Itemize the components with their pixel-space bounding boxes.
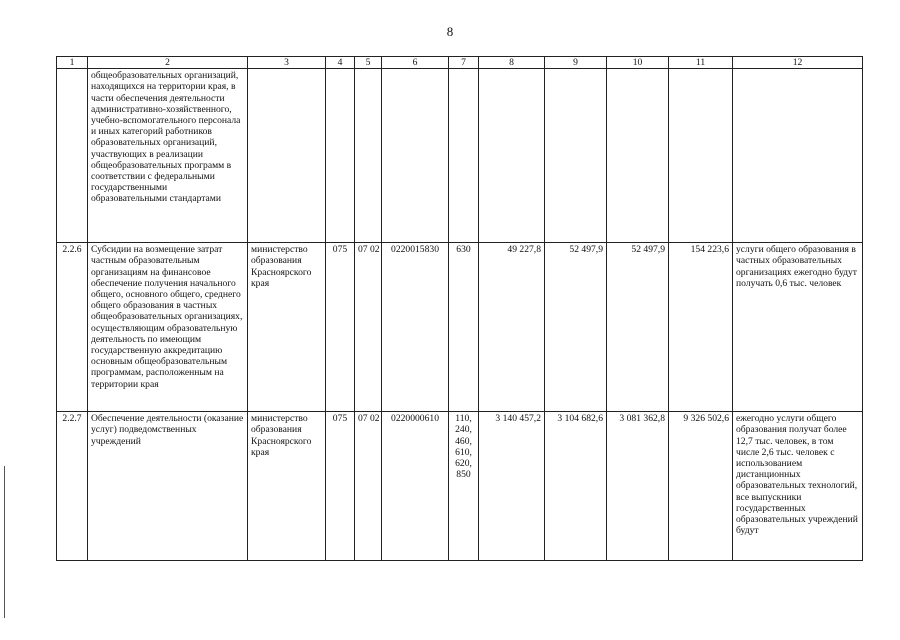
code-expense-type <box>449 243 479 412</box>
row-number: 2.2.6 <box>57 243 88 412</box>
value-col10: 3 081 362,8 <box>607 412 669 561</box>
table-row-continuation <box>57 69 863 243</box>
value-col8: 3 140 457,2 <box>479 412 545 561</box>
table-row <box>57 243 863 412</box>
grbs-name: министерство образования Красноярского края <box>248 412 326 561</box>
expense-code: 240, <box>455 424 472 436</box>
row-number: 2.2.7 <box>57 412 88 561</box>
value-col8: 49 227,8 <box>479 243 545 412</box>
value-col11: 9 326 502,6 <box>669 412 733 561</box>
page-number: 8 <box>446 24 454 39</box>
column-header: 10 <box>607 57 669 69</box>
program-table <box>56 56 863 561</box>
code-target <box>382 69 449 243</box>
column-header: 8 <box>479 57 545 69</box>
code-grbs <box>326 69 355 243</box>
header-row <box>57 57 863 69</box>
column-header: 2 <box>88 57 248 69</box>
code-expense-type <box>449 412 479 561</box>
column-header: 9 <box>545 57 607 69</box>
value-col9: 3 104 682,6 <box>545 412 607 561</box>
column-header: 6 <box>382 57 449 69</box>
column-header: 5 <box>355 57 382 69</box>
grbs-name <box>248 69 326 243</box>
table-row <box>57 412 863 561</box>
expected-result: услуги общего образования в частных образовательных организациях ежегодно будут получать 0,6 тыс. человек <box>733 243 863 412</box>
value-col9: 52 497,9 <box>545 243 607 412</box>
value-col10: 52 497,9 <box>607 243 669 412</box>
code-target: 0220015830 <box>382 243 449 412</box>
expense-code: 110, <box>455 413 472 425</box>
code-grbs: 075 <box>326 412 355 561</box>
code-target: 0220000610 <box>382 412 449 561</box>
expected-result <box>733 69 863 243</box>
column-header: 12 <box>733 57 863 69</box>
column-header: 7 <box>449 57 479 69</box>
row-number <box>57 69 88 243</box>
code-section: 07 02 <box>355 243 382 412</box>
grbs-name: министерство образования Красноярского края <box>248 243 326 412</box>
value-col11: 154 223,6 <box>669 243 733 412</box>
column-header: 1 <box>57 57 88 69</box>
measure-name: общеобразовательных организаций, находящихся на территории края, в части обеспечения деятельности административно-хозяйственного, учебно-вспомогательного персонала и иных категорий работников образовательных организаций, участвующих в реализации общеобразовательных программ в соответствии с федеральными государственными образовательными стандартами <box>88 69 248 243</box>
code-section <box>355 69 382 243</box>
column-header: 4 <box>326 57 355 69</box>
code-section: 07 02 <box>355 412 382 561</box>
expense-code: 460, <box>455 435 472 447</box>
column-header: 3 <box>248 57 326 69</box>
scan-artifact-line <box>4 466 5 618</box>
measure-name: Субсидии на возмещение затрат частным образовательным организациям на финансовое обеспечение получения начального общего, основного общего, среднего общего образования в частных общеобразовательных организациях, осуществляющим образовательную деятельность по имеющим государственную аккредитацию основным общеобразовательным программам, расположенным на территории края <box>88 243 248 412</box>
measure-name: Обеспечение деятельности (оказание услуг) подведомственных учреждений <box>88 412 248 561</box>
expected-result: ежегодно услуги общего образования получат более 12,7 тыс. человек, в том числе 2,6 тыс. человек с использованием дистанционных образовательных технологий, все выпускники государственных образовательных учреждений будут <box>733 412 863 561</box>
column-header: 11 <box>669 57 733 69</box>
expense-code: 610, <box>455 446 472 458</box>
expense-code: 850 <box>456 469 471 481</box>
value-col8 <box>479 69 545 243</box>
value-col9 <box>545 69 607 243</box>
expense-code: 620, <box>455 458 472 470</box>
expense-code: 630 <box>456 244 471 256</box>
value-col10 <box>607 69 669 243</box>
value-col11 <box>669 69 733 243</box>
code-expense-type <box>449 69 479 243</box>
code-grbs: 075 <box>326 243 355 412</box>
